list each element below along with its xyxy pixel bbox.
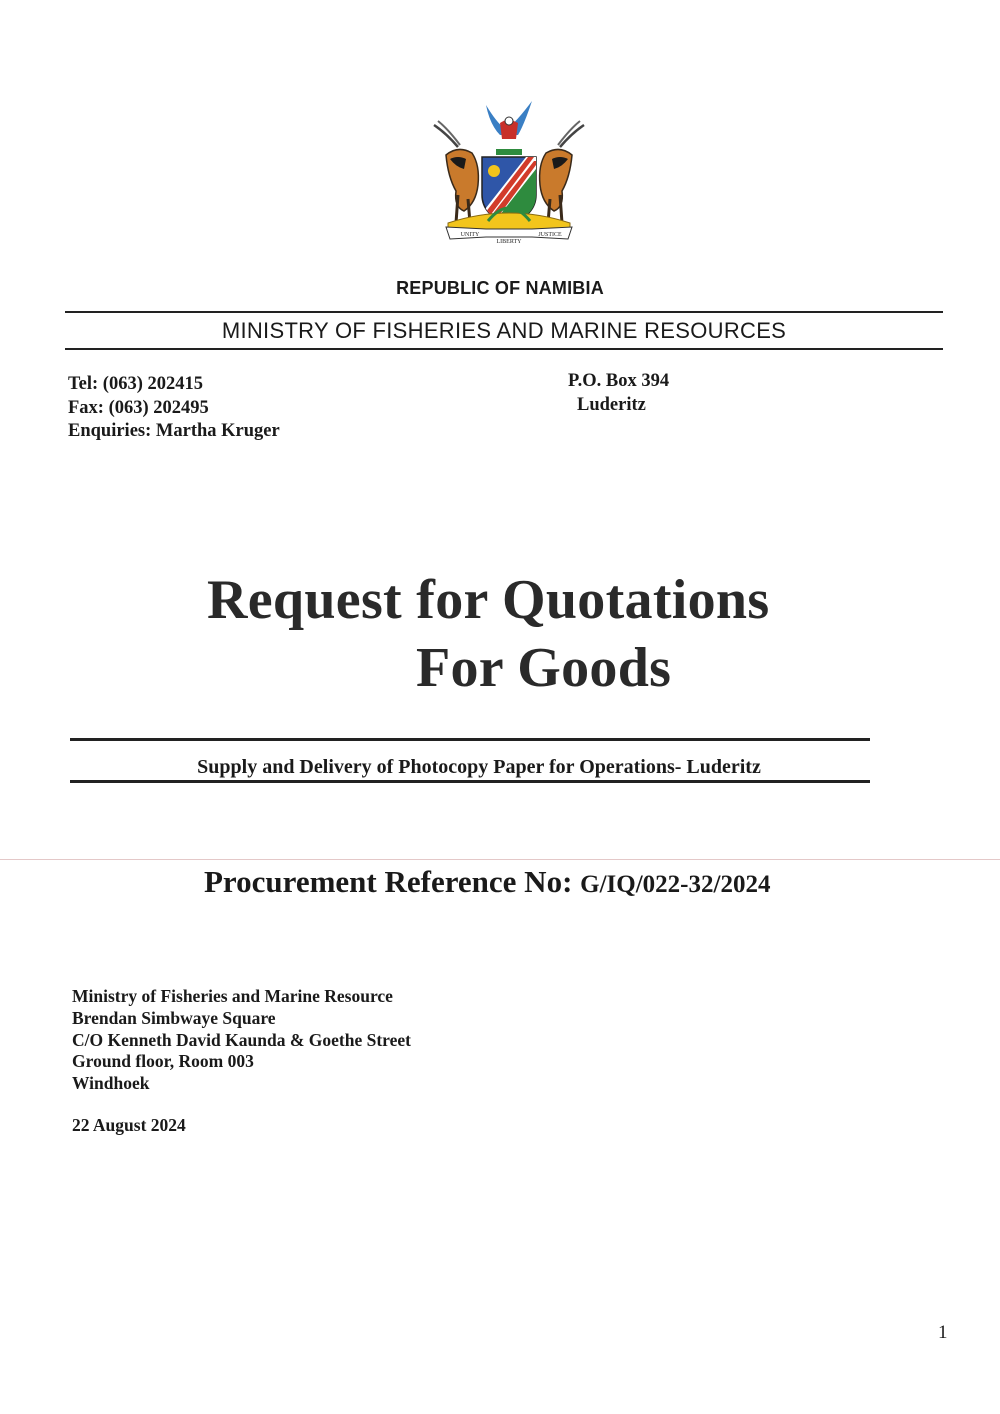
document-date: 22 August 2024: [72, 1115, 186, 1135]
subject-rule-top: [70, 738, 870, 741]
republic-heading: REPUBLIC OF NAMIBIA: [396, 278, 604, 298]
contact-block: [68, 373, 280, 444]
title-line-1: Request for Quotations: [207, 569, 770, 631]
subject-text: Supply and Delivery of Photocopy Paper for Operations- Luderitz: [197, 756, 761, 778]
title-line-2: For Goods: [416, 637, 672, 699]
address-line: Windhoek: [72, 1073, 150, 1094]
tel-text: Tel: (063) 202415: [68, 374, 203, 394]
po-box-text: P.O. Box 394: [568, 371, 670, 391]
header-rule-bottom: [65, 348, 943, 350]
motto-center-text: LIBERTY: [496, 239, 522, 245]
address-line: Ground floor, Room 003: [72, 1051, 254, 1072]
header-rule-top: [65, 311, 943, 313]
ministry-heading: MINISTRY OF FISHERIES AND MARINE RESOURCES: [221, 318, 787, 343]
procurement-reference: [204, 864, 770, 900]
postal-block: [568, 370, 669, 417]
procurement-label: Procurement Reference No:: [204, 864, 573, 899]
address-line: C/O Kenneth David Kaunda & Goethe Street: [72, 1029, 411, 1050]
motto-right-text: JUSTICE: [538, 232, 562, 238]
enquiries-text: Enquiries: Martha Kruger: [68, 421, 280, 441]
address-line: Brendan Simbwaye Square: [72, 1007, 276, 1028]
page-fold-line: [0, 859, 1000, 860]
coat-of-arms-emblem: [428, 95, 590, 247]
subject-rule-bottom: [70, 780, 870, 783]
address-line: Ministry of Fisheries and Marine Resource: [72, 986, 393, 1006]
page-number: 1: [938, 1322, 948, 1343]
fax-text: Fax: (063) 202495: [68, 397, 209, 418]
address-block: [72, 986, 411, 1095]
town-text: Luderitz: [577, 394, 646, 415]
procurement-number: G/IQ/022-32/2024: [580, 871, 771, 898]
motto-left-text: UNITY: [460, 232, 480, 238]
